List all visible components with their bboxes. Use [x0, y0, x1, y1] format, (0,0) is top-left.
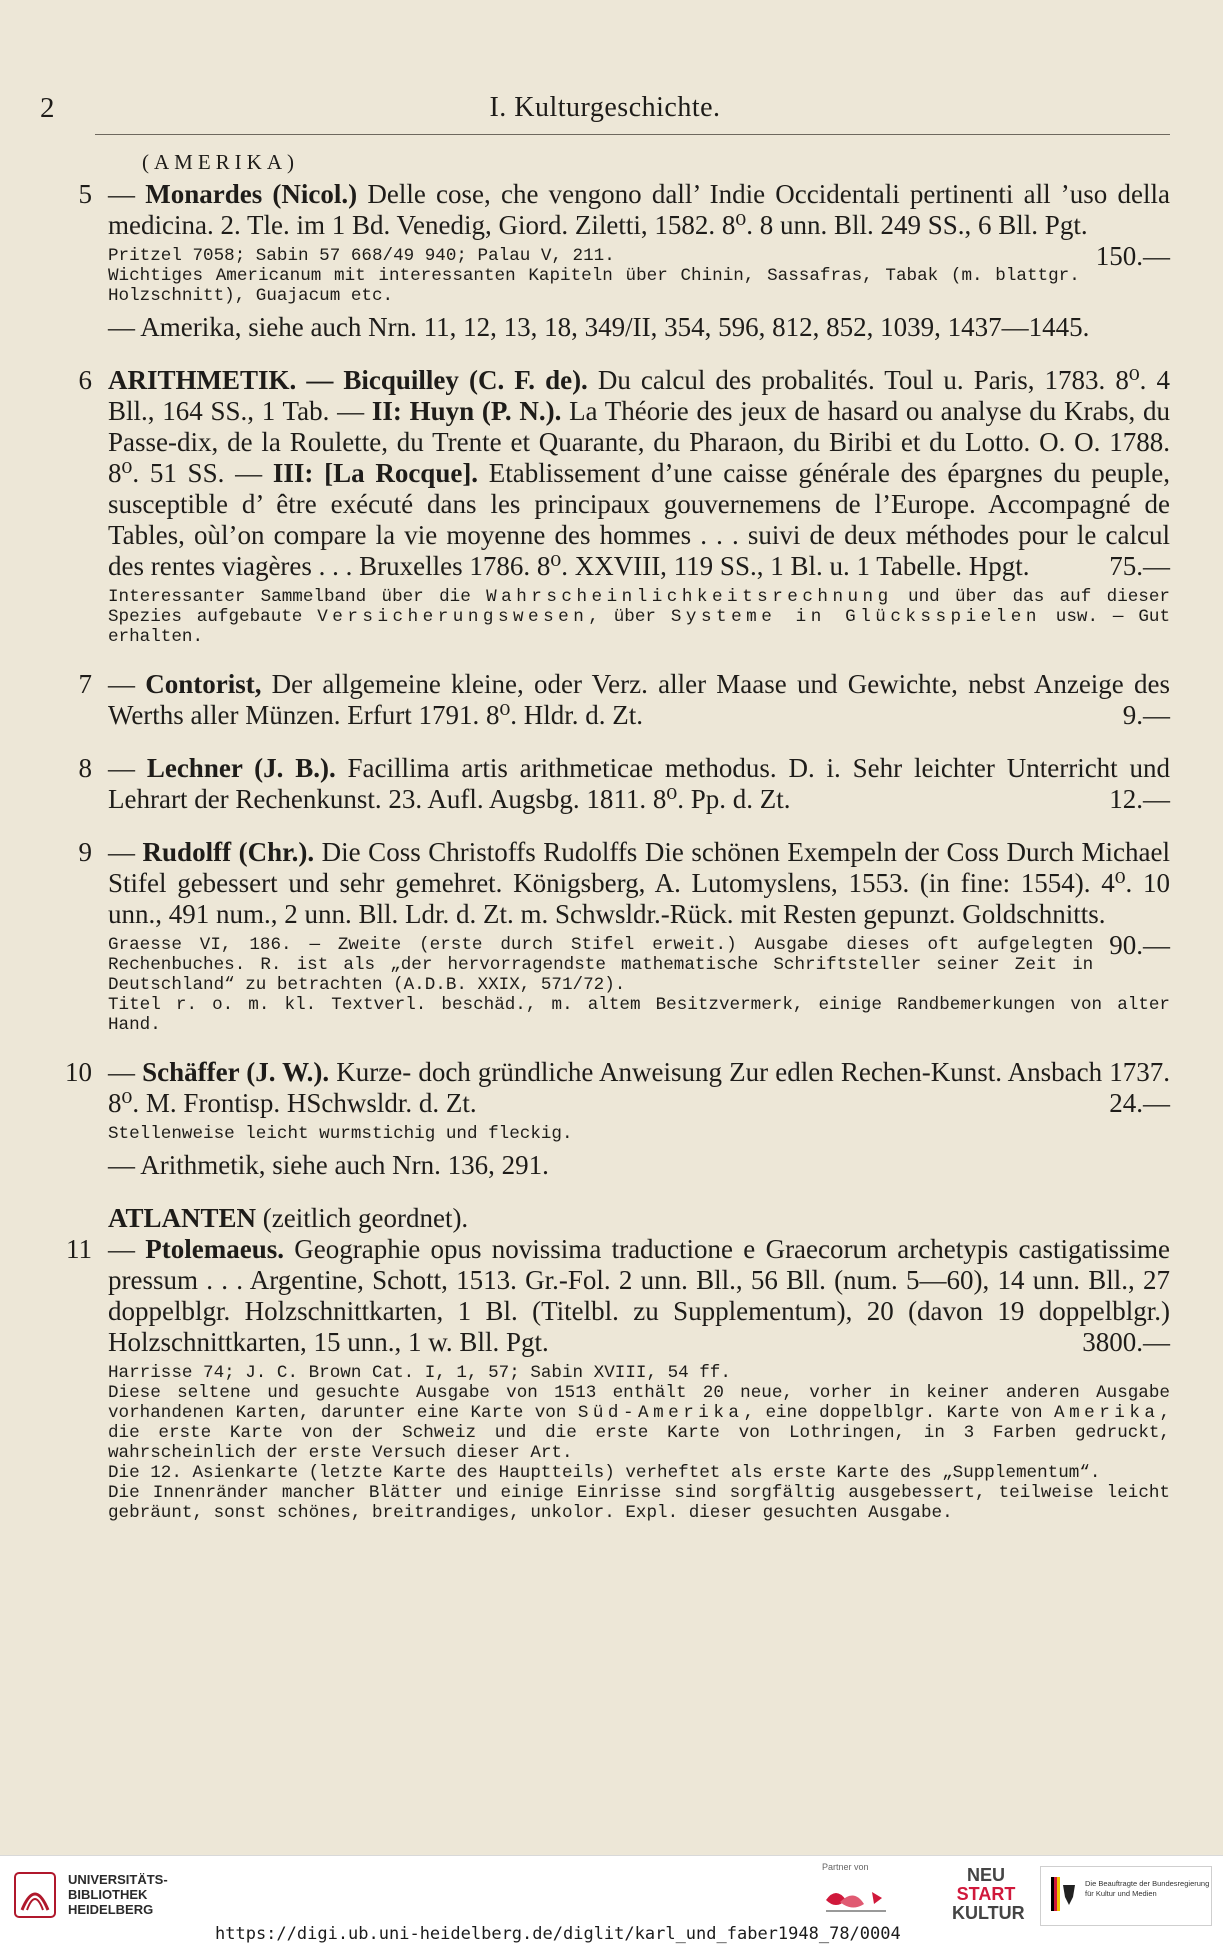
see-also: — Arithmetik, siehe auch Nrn. 136, 291.	[108, 1150, 549, 1180]
entry-note	[108, 935, 1170, 1035]
page-number: 2	[40, 92, 55, 124]
note-condition: Titel r. o. m. kl. Textverl. beschäd., m. altem Besitzvermerk, einige Randbemerkungen von alter Hand.	[108, 995, 1170, 1035]
neustart-line: NEU	[966, 1865, 1005, 1885]
entry-price: 150.—	[1095, 241, 1170, 271]
catalog-entry-7	[40, 669, 1170, 731]
entry-description: Der allgemeine kleine, oder Verz. aller Maase und Gewichte, nebst Anzeige des Werths aller Münzen. Erfurt 1791. 8⁰. Hldr. d. Zt.	[108, 669, 1170, 730]
see-also: — Amerika, siehe auch Nrn. 11, 12, 13, 18, 349/II, 354, 596, 812, 852, 1039, 1437—1445.	[108, 312, 1090, 342]
entry-dash: —	[108, 1234, 146, 1264]
note-text: , die erste Karte von der Schweiz und die erste Karte von Lothringen, in 3 Farben gedruckt, wahrscheinlich der erste Versuch dieser Art.	[108, 1403, 1170, 1463]
entry-note	[108, 1363, 1170, 1523]
note-text: usw. — Gut erhalten.	[108, 607, 1171, 647]
entry-text	[108, 669, 1170, 731]
entry-description-2: La Théorie des jeux de hasard ou analyse du Krabs, du Passe-dix, de la Roulette, du Trente et Quarante, du Pharaon, du Biribi et du Lotto. O. O. 1788. 8⁰. 51 SS. —	[108, 396, 1170, 488]
bkm-text	[1085, 1879, 1209, 1899]
entry-description: Delle cose, che vengono dall’ Indie Occidentali pertinenti all ’uso della medicina. 2. Tle. im 1 Bd. Venedig, Giord. Ziletti, 1582. 8⁰. 8 unn. Bll. 249 SS., 6 Bll. Pgt.	[108, 179, 1170, 240]
university-library-name[interactable]	[68, 1872, 168, 1917]
entry-number: 6	[78, 365, 92, 395]
note-emphasis: Süd-Amerika	[577, 1403, 744, 1423]
note-text: Diese seltene und gesuchte Ausgabe von 1513 enthält 20 neue, vorher in keiner anderen Ausgabe vorhandenen Karten, darunter eine Karte von	[108, 1383, 1170, 1423]
partner-label: Partner von	[822, 1862, 869, 1872]
note-references: Pritzel 7058; Sabin 57 668/49 940; Palau V, 211.	[108, 246, 615, 266]
entry-number: 5	[78, 179, 92, 209]
entry-author-2: II: Huyn (P. N.).	[371, 396, 562, 426]
note-text: Interessanter Sammelband über die	[108, 587, 487, 607]
note-text: , über	[588, 607, 671, 627]
note-description	[108, 1383, 1170, 1463]
note-text: und über das auf dieser Spezies aufgebaute	[108, 587, 1170, 627]
section-heading-bold: ATLANTEN	[108, 1203, 257, 1233]
entry-description: Du calcul des probalités. Toul u. Paris, 1783. 8⁰. 4 Bll., 164 SS., 1 Tab. —	[108, 365, 1170, 426]
entry-description: Geographie opus novissima traductione e Graecorum archetypis castigatissime pressum . . . Argentine, Schott, 1513. Gr.-Fol. 2 unn. Bll., 56 Bll. (num. 5—60), 14 unn. Bll., 27 doppelblgr. Holzschnittkarten, 1 Bl. (Titelbl. zu Supplementum), 20 (davon 19 doppelblgr.) Holzschnittkarten, 15 unn., 1 w. Bll. Pgt.	[108, 1234, 1170, 1357]
entry-price: 75.—	[1109, 551, 1170, 581]
entry-description: Kurze- doch gründliche Anweisung Zur edlen Rechen-Kunst. Ansbach 1737. 8⁰. M. Frontisp. HSchwsldr. d. Zt.	[108, 1057, 1171, 1118]
entry-text	[108, 837, 1170, 960]
entry-description-3: Etablissement d’une caisse générale des épargnes du peuple, susceptible d’ être exécuté dans les principaux gouvernemens de l’Europe. Accompagné de Tables, oùl’on compare la vie moyenne des hommes . . . suivi de deux méthodes pour le calcul des rentes viagères . . . Bruxelles 1786. 8⁰. XXVIII, 119 SS., 1 Bl. u. 1 Tabelle. Hpgt.	[108, 458, 1170, 581]
note-emphasis: Amerika	[1054, 1403, 1160, 1423]
entry-number: 7	[78, 669, 92, 699]
catalog-entry-10	[40, 1057, 1170, 1181]
section-label: (AMERIKA)	[142, 150, 299, 174]
library-name-line: HEIDELBERG	[68, 1902, 154, 1917]
entry-price: 24.—	[1109, 1088, 1170, 1118]
note-emphasis: Wahrscheinlichkeitsrechnung	[486, 587, 893, 607]
note-references: Graesse VI, 186. — Zweite (erste durch Stifel erweit.) Ausgabe dieses oft aufgelegten Rechenbuches. R. ist als „der hervorragendste mathematische Schriftsteller seiner Zeit in Deutschland“ zu betrachten (A.D.B. XXIX, 571/72).	[108, 935, 1094, 995]
entry-author: Rudolff (Chr.).	[142, 837, 315, 867]
catalog-entry-5	[40, 179, 1170, 343]
neustart-line: KULTUR	[952, 1903, 1025, 1923]
federal-eagle-icon	[1051, 1877, 1077, 1911]
entry-note	[108, 1124, 1170, 1144]
entry-text	[108, 1234, 1170, 1358]
library-name-line: BIBLIOTHEK	[68, 1887, 148, 1902]
entry-author: Schäffer (J. W.).	[142, 1057, 330, 1087]
deutsche-digitale-bibliothek-logo-icon[interactable]	[820, 1878, 930, 1918]
entry-text	[108, 753, 1170, 815]
running-head	[40, 92, 1170, 132]
entry-dash: —	[108, 837, 143, 867]
entry-description: Die Coss Christoffs Rudolffs Die schönen Exempeln der Coss Durch Michael Stifel gebessert und sehr gemehret. Königsberg, A. Lutomyslens, 1553. (in fine: 1554). 4⁰. 10 unn., 491 num., 2 unn. Bll. Ldr. d. Zt. m. Schwsldr.-Rück. mit Resten gepunzt. Goldschnitts.	[108, 837, 1170, 929]
entry-price: 3800.—	[1082, 1327, 1170, 1357]
catalog-content	[40, 150, 1170, 1545]
note-binding: Die 12. Asienkarte (letzte Karte des Hauptteils) verheftet als erste Karte des „Supplementum“.	[108, 1463, 1101, 1483]
catalog-entry-8	[40, 753, 1170, 815]
note-emphasis: Systeme in Glücksspielen	[670, 607, 1041, 627]
entry-price: 90.—	[1109, 930, 1170, 960]
viewer-footer	[0, 1855, 1223, 1946]
neustart-line: START	[956, 1884, 1016, 1904]
note-condition: Die Innenränder mancher Blätter und einige Einrisse sind sorgfältig ausgebessert, teilweise leicht gebräunt, sonst schönes, breitrandiges, unkolor. Expl. dieser gesuchten Ausgabe.	[108, 1483, 1170, 1523]
note-condition: Stellenweise leicht wurmstichig und fleckig.	[108, 1124, 573, 1144]
entry-note	[108, 587, 1170, 647]
library-name-line: UNIVERSITÄTS-	[68, 1872, 168, 1887]
entry-text	[108, 365, 1170, 582]
note-comment: Wichtiges Americanum mit interessanten Kapiteln über Chinin, Sassafras, Tabak (m. blattgr. Holzschnitt), Guajacum etc.	[108, 266, 1080, 306]
section-heading-rest: (zeitlich geordnet).	[256, 1203, 469, 1233]
entry-author: Contorist,	[145, 669, 262, 699]
entry-price: 12.—	[1109, 784, 1170, 814]
bkm-logo[interactable]	[1040, 1866, 1212, 1926]
entry-dash: —	[108, 1057, 143, 1087]
bkm-line: Die Beauftragte der Bundesregierung	[1085, 1879, 1210, 1888]
bkm-line: für Kultur und Medien	[1085, 1889, 1157, 1898]
entry-author: ARITHMETIK. — Bicquilley (C. F. de).	[108, 365, 588, 395]
entry-dash: —	[108, 753, 147, 783]
permalink-url[interactable]: https://digi.ub.uni-heidelberg.de/diglit/karl_und_faber1948_78/0004	[215, 1924, 901, 1944]
note-emphasis: Versicherungswesen	[317, 607, 589, 627]
entry-dash: —	[108, 669, 146, 699]
entry-number: 10	[65, 1057, 92, 1087]
entry-text	[108, 1057, 1170, 1119]
entry-author: Monardes (Nicol.)	[145, 179, 358, 209]
entry-author-3: III: [La Rocque].	[272, 458, 479, 488]
catalog-entry-6	[40, 365, 1170, 647]
header-rule	[95, 134, 1170, 135]
entry-author: Ptolemaeus.	[145, 1234, 284, 1264]
catalog-entry-11	[40, 1234, 1170, 1523]
neustart-kultur-logo[interactable]	[952, 1865, 1025, 1923]
entry-dash: —	[108, 179, 146, 209]
entry-author: Lechner (J. B.).	[146, 753, 336, 783]
entry-description: Facillima artis arithmeticae methodus. D. i. Sehr leichter Unterricht und Lehrart der Rechenkunst. 23. Aufl. Augsbg. 1811. 8⁰. Pp. d. Zt.	[108, 753, 1171, 814]
entry-number: 11	[66, 1234, 92, 1264]
entry-number: 9	[78, 837, 92, 867]
note-text: , eine doppelblgr. Karte von	[743, 1403, 1055, 1423]
university-seal-icon[interactable]	[14, 1872, 56, 1918]
running-title: I. Kulturgeschichte.	[489, 92, 721, 123]
catalog-entry-9	[40, 837, 1170, 1035]
note-references: Harrisse 74; J. C. Brown Cat. I, 1, 57; Sabin XVIII, 54 ff.	[108, 1363, 731, 1383]
entry-number: 8	[78, 753, 92, 783]
entry-price: 9.—	[1122, 700, 1170, 730]
section-heading-atlanten	[40, 1203, 1170, 1234]
entry-note	[108, 246, 1170, 306]
